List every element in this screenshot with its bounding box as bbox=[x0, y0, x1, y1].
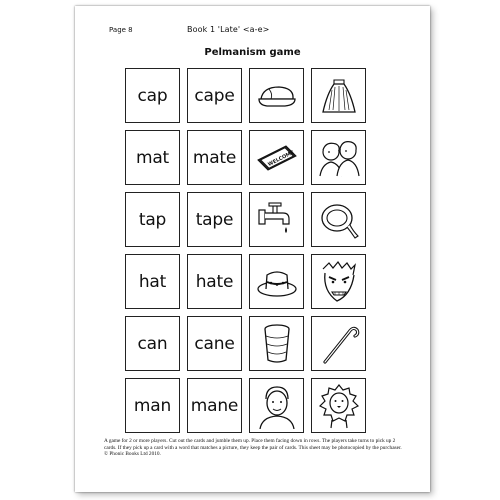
card-word: hate bbox=[195, 271, 234, 292]
cap-icon bbox=[255, 81, 299, 111]
instructions-text: A game for 2 or more players. Cut out the cards and jumble them up. Place them facing down in rows. The players take turns to pick up 2 cards. If they pick up a card with a word that matches a picture, they keep the pair of cards. This sheet may be photocopied by the purchaser. © Phonic Books Ltd 2010. bbox=[104, 438, 402, 458]
word-card-cane[interactable] bbox=[187, 316, 242, 371]
picture-card-mane[interactable] bbox=[311, 378, 366, 433]
word-card-tape[interactable] bbox=[187, 192, 242, 247]
word-card-mate[interactable] bbox=[187, 130, 242, 185]
picture-card-man[interactable] bbox=[249, 378, 304, 433]
picture-card-tap[interactable] bbox=[249, 192, 304, 247]
card-word: cape bbox=[194, 85, 235, 106]
card-word: mate bbox=[192, 147, 237, 168]
welcome-mat-text: WELCOME bbox=[266, 149, 295, 168]
picture-card-hate[interactable] bbox=[311, 254, 366, 309]
cape-icon bbox=[317, 74, 361, 118]
card-word: cap bbox=[137, 85, 168, 106]
picture-card-mat[interactable] bbox=[249, 130, 304, 185]
cane-icon bbox=[317, 322, 361, 366]
word-card-hat[interactable] bbox=[125, 254, 180, 309]
card-word: hat bbox=[138, 271, 167, 292]
tape-roll-icon bbox=[317, 198, 361, 242]
lion-mane-icon bbox=[316, 382, 362, 430]
word-card-man[interactable] bbox=[125, 378, 180, 433]
card-word: man bbox=[133, 395, 172, 416]
page-number: Page 8 bbox=[109, 26, 133, 34]
picture-card-cap[interactable] bbox=[249, 68, 304, 123]
can-icon bbox=[259, 322, 295, 366]
word-card-mane[interactable] bbox=[187, 378, 242, 433]
picture-card-mate[interactable] bbox=[311, 130, 366, 185]
picture-card-cane[interactable] bbox=[311, 316, 366, 371]
game-title: Pelmanism game bbox=[204, 47, 301, 58]
hat-icon bbox=[255, 265, 299, 299]
card-word: mat bbox=[135, 147, 170, 168]
worksheet-page bbox=[75, 6, 430, 492]
picture-card-cape[interactable] bbox=[311, 68, 366, 123]
word-card-cap[interactable] bbox=[125, 68, 180, 123]
card-word: can bbox=[137, 333, 168, 354]
angry-face-icon bbox=[317, 259, 361, 305]
card-word: cane bbox=[194, 333, 235, 354]
picture-card-tape[interactable] bbox=[311, 192, 366, 247]
tap-icon bbox=[255, 200, 299, 240]
welcome-mat-icon bbox=[254, 140, 300, 176]
card-word: tap bbox=[138, 209, 167, 230]
word-card-tap[interactable] bbox=[125, 192, 180, 247]
book-title: Book 1 'Late' <a-e> bbox=[187, 25, 270, 34]
picture-card-hat[interactable] bbox=[249, 254, 304, 309]
card-word: tape bbox=[195, 209, 234, 230]
word-card-cape[interactable] bbox=[187, 68, 242, 123]
picture-card-can[interactable] bbox=[249, 316, 304, 371]
mates-icon bbox=[316, 136, 362, 180]
word-card-can[interactable] bbox=[125, 316, 180, 371]
word-card-hate[interactable] bbox=[187, 254, 242, 309]
word-card-mat[interactable] bbox=[125, 130, 180, 185]
card-word: mane bbox=[190, 395, 239, 416]
man-icon bbox=[256, 383, 298, 429]
